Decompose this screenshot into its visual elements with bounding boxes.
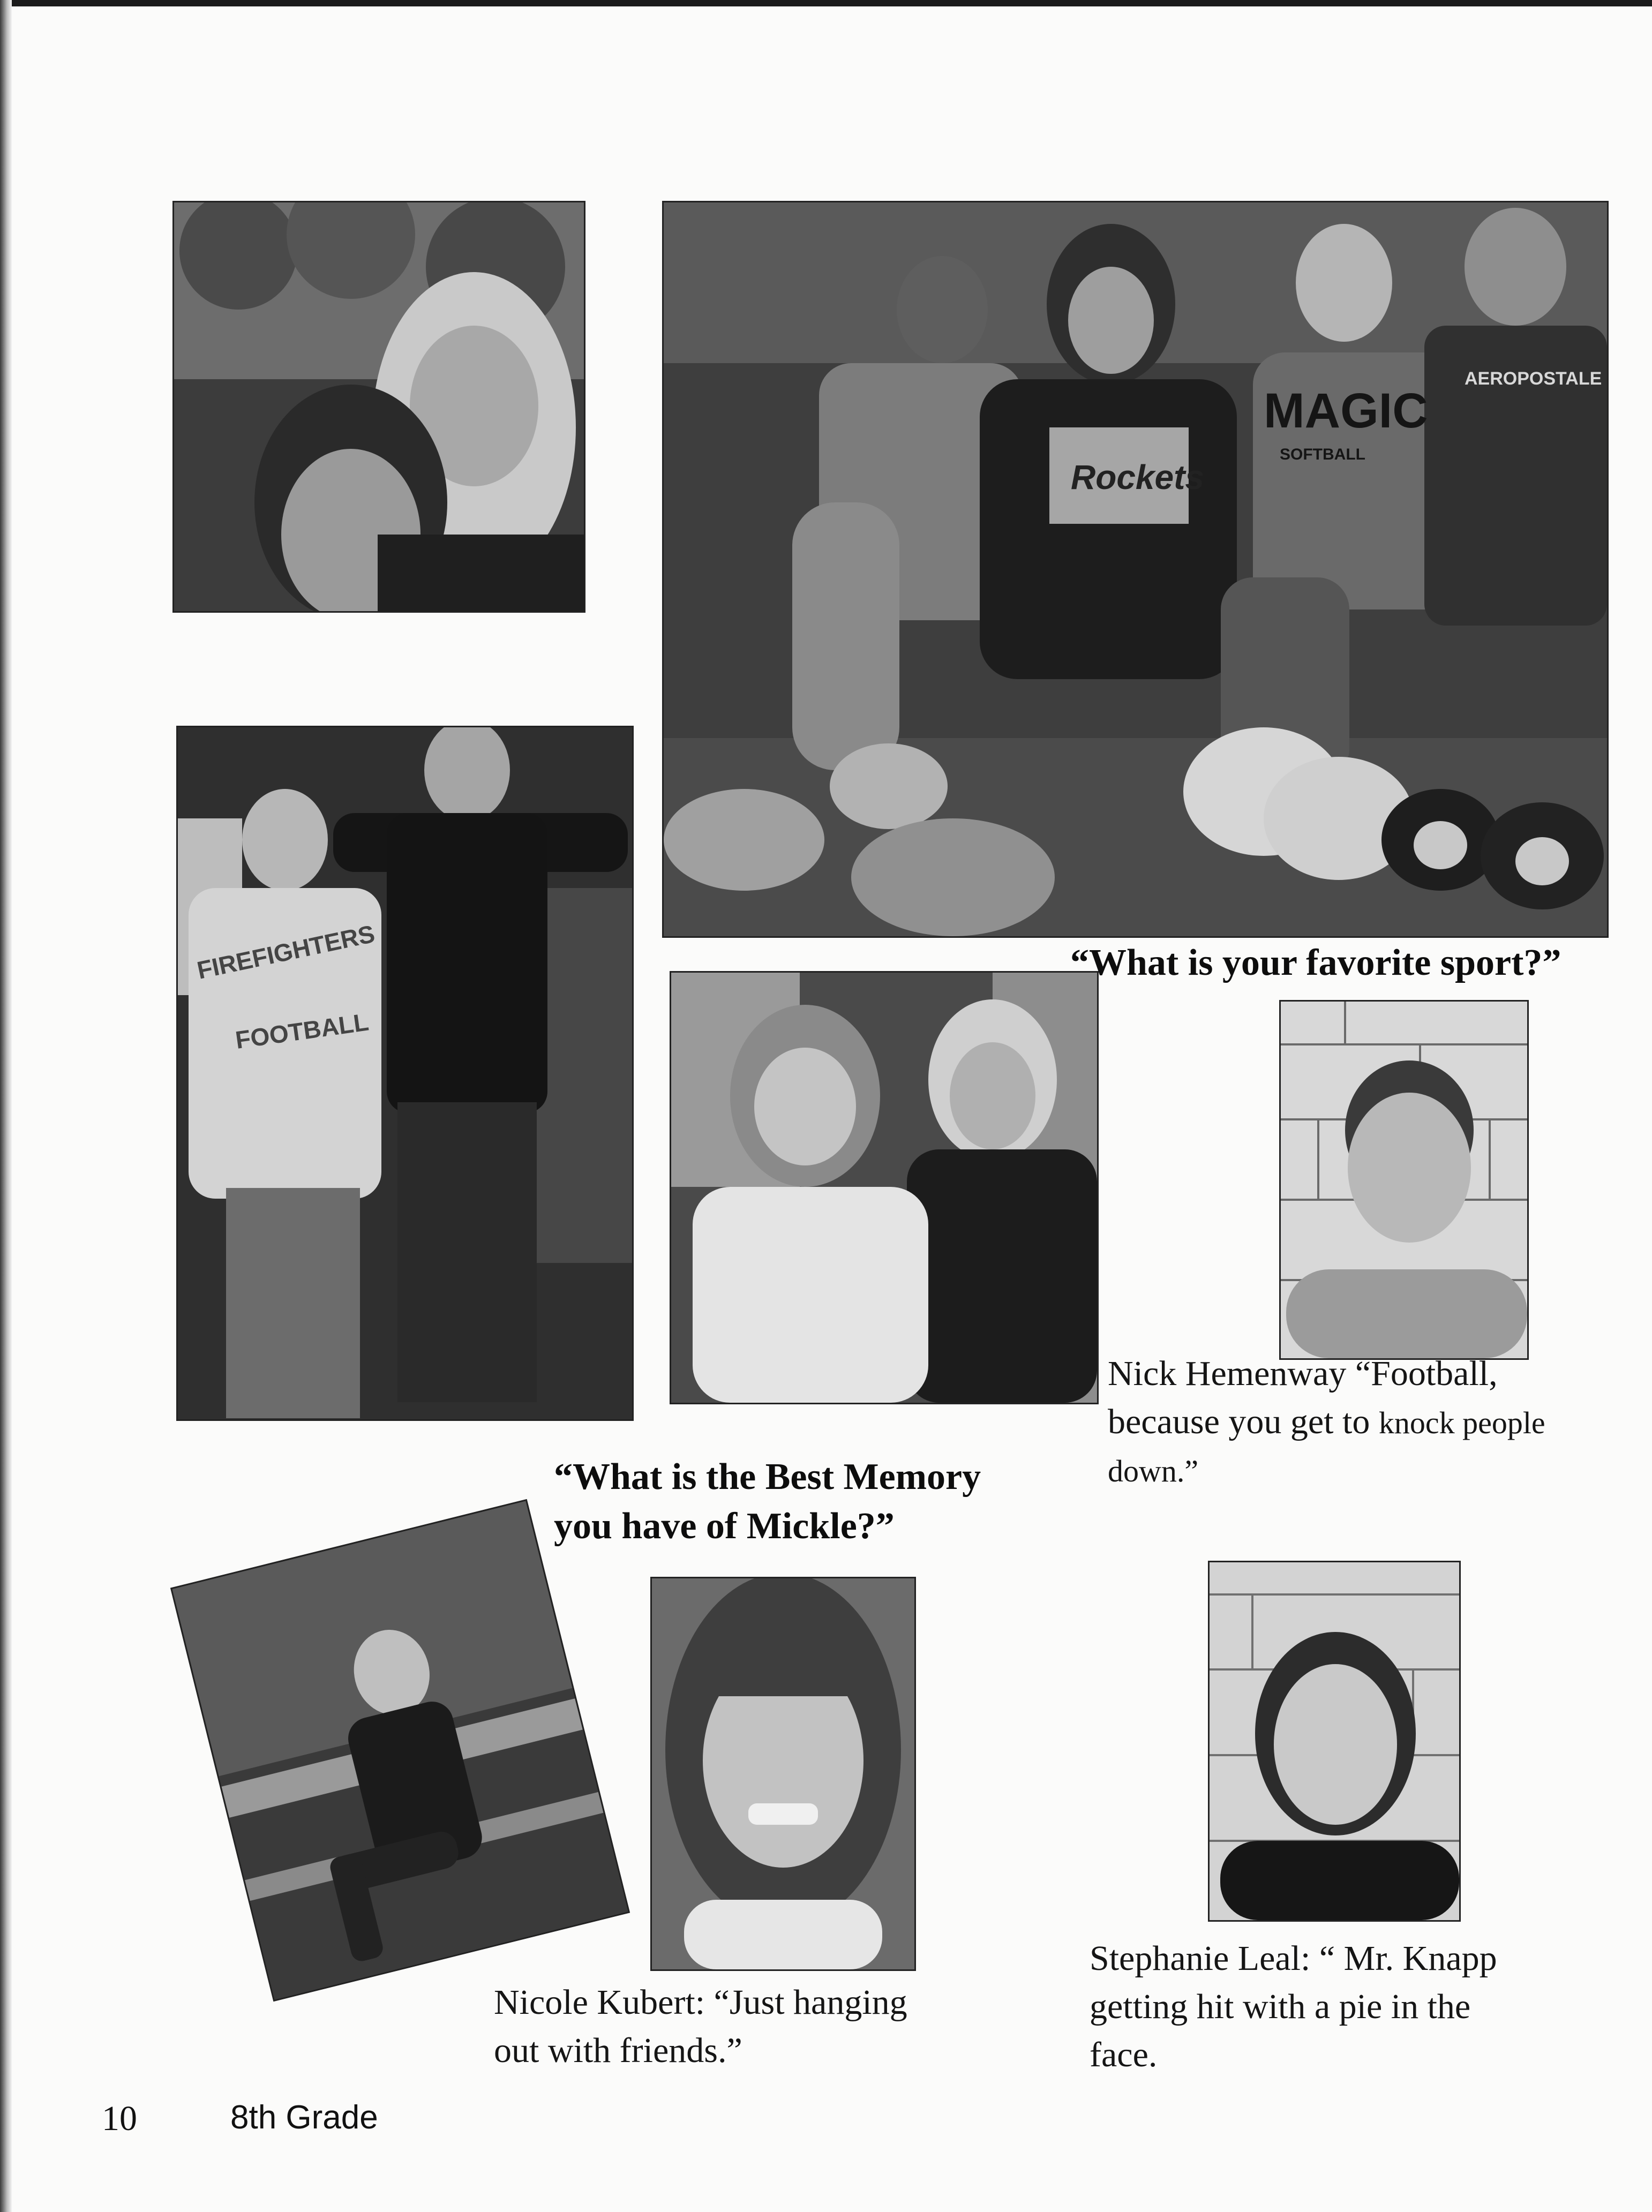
photo-four-girls-slippers [662, 201, 1609, 938]
caption-nick-hemenway [1108, 1350, 1622, 1495]
photo-two-girls-back-to-back [670, 971, 1099, 1404]
caption-stephanie-leal [1090, 1935, 1615, 2079]
shirt-text-football: FOOTBALL [234, 1007, 371, 1054]
caption-stephanie-line1: Stephanie Leal: “ Mr. Knapp [1090, 1939, 1497, 1978]
page-left-edge [0, 0, 12, 2212]
photo-nick-hemenway-portrait [1279, 1000, 1529, 1360]
caption-stephanie-line2: getting hit with a pie in the [1090, 1987, 1471, 2026]
photo-nicole-kubert-portrait [650, 1577, 916, 1971]
caption-nicole-line1: Nicole Kubert: “Just hanging [494, 1983, 907, 2022]
caption-nicole-line2: out with friends.” [494, 2031, 742, 2070]
caption-nick-line2a: because you get to [1108, 1402, 1379, 1441]
caption-nick-line2 [1108, 1398, 1622, 1447]
section-label: 8th Grade [230, 2099, 378, 2136]
shirt-text-aeropostale: AEROPOSTALE [1465, 368, 1602, 389]
shirt-text-firefighters: FIREFIGHTERS [194, 919, 378, 984]
photo-two-girls-outdoors [172, 201, 585, 613]
caption-nick-line2b: knock people [1378, 1405, 1545, 1440]
shirt-text-rockets: Rockets [1071, 458, 1204, 496]
heading-best-memory-line1: “What is the Best Memory [554, 1456, 981, 1498]
shirt-text-magic: MAGIC [1264, 383, 1428, 438]
heading-best-memory [554, 1453, 981, 1551]
photo-stephanie-leal-portrait [1208, 1561, 1461, 1922]
caption-nick-line3: down.” [1108, 1454, 1199, 1488]
caption-nick-line1: Nick Hemenway “Football, [1108, 1354, 1498, 1393]
photo-person-on-bench [170, 1499, 630, 2002]
caption-stephanie-line3: face. [1090, 2035, 1158, 2074]
page-number: 10 [102, 2099, 137, 2138]
heading-favorite-sport: “What is your favorite sport?” [1070, 942, 1561, 983]
page-top-edge [0, 0, 1652, 6]
heading-best-memory-line2: you have of Mickle?” [554, 1506, 895, 1547]
caption-nicole-kubert [494, 1978, 1019, 2075]
shirt-text-softball: SOFTBALL [1280, 446, 1365, 463]
photo-two-boys-posing [176, 726, 634, 1421]
